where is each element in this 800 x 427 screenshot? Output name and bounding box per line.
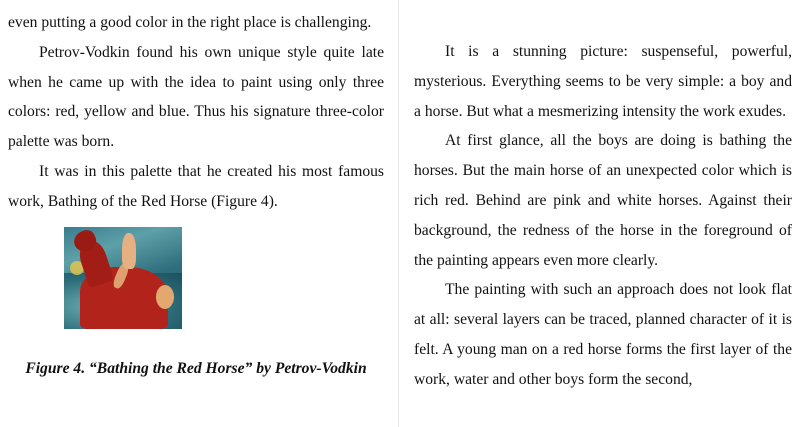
paragraph-famous-work: It was in this palette that he created his most famous work, Bathing of the Red Horse (Figure 4). <box>8 162 384 210</box>
paragraph-continuation: even putting a good color in the right place is challenging. <box>8 14 372 31</box>
right-column <box>414 0 792 395</box>
column-divider <box>398 0 399 427</box>
paragraph-first-glance: At first glance, all the boys are doing is bathing the horses. But the main horse of an unexpected color which is rich red. Behind are pink and white horses. Against their background, the redness of the horse in the foreground of the painting appears even more clearly. <box>414 132 792 269</box>
painting-rider <box>122 233 136 269</box>
figure-caption: Figure 4. “Bathing the Red Horse” by Petrov-Vodkin <box>25 359 367 377</box>
paragraph-layers: The painting with such an approach does not look flat at all: several layers can be traced, planned character of it is felt. A young man on a red horse forms the first layer of the work, water and other boys form the second, <box>414 281 792 388</box>
left-column <box>8 0 384 382</box>
paragraph-palette: Petrov-Vodkin found his own unique style quite late when he came up with the idea to paint using only three colors: red, yellow and blue. Thus his signature three-color palette was born. <box>8 43 384 151</box>
painting-boy <box>156 285 174 309</box>
painting-image <box>64 227 182 329</box>
paragraph-stunning-picture: It is a stunning picture: suspenseful, powerful, mysterious. Everything seems to be very simple: a boy and a horse. But what a mesmerizing intensity the work exudes. <box>414 43 792 120</box>
